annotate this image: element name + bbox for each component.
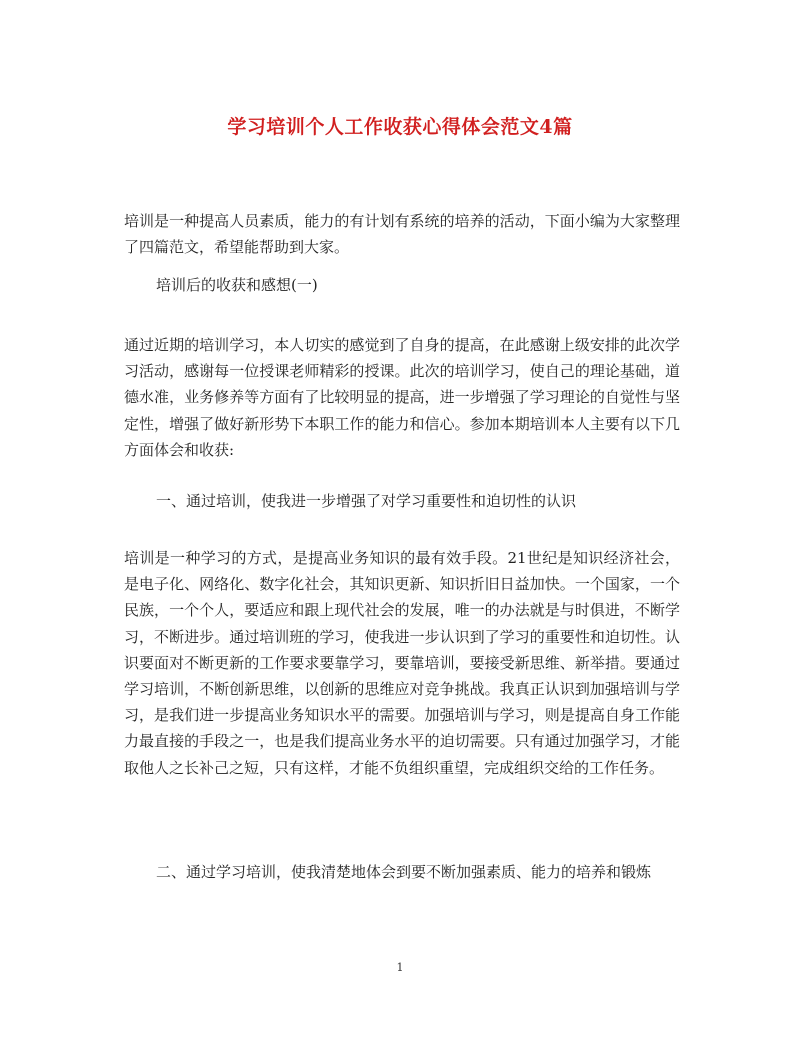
page-number: 1: [396, 961, 404, 974]
section-heading: 培训后的收获和感想(一): [156, 276, 318, 294]
body-paragraph-2: 培训是一种学习的方式，是提高业务知识的最有效手段。21世纪是知识经济社会，是电子化、网络化、数字化社会，其知识更新、知识折旧日益加快。一个国家，一个民族，一个个人，要适应和跟上现代社会的发展，唯一的办法就是与时俱进，不断学习，不断进步。通过培训班的学习，使我进一步认识到了学习的重要性和迫切性。认识要面对不断更新的工作要求要靠学习，要靠培训，要接受新思维、新举措。要通过学习培训，不断创新思维，以创新的思维应对竞争挑战。我真正认识到加强培训与学习，是我们进一步提高业务知识水平的需要。加强培训与学习，则是提高自身工作能力最直接的手段之一，也是我们提高业务水平的迫切需要。只有通过加强学习，才能取他人之长补己之短，只有这样，才能不负组织重望，完成组织交给的工作任务。: [124, 549, 680, 777]
body-paragraph-1: 通过近期的培训学习，本人切实的感觉到了自身的提高，在此感谢上级安排的此次学习活动，感谢每一位授课老师精彩的授课。此次的培训学习，使自己的理论基础，道德水准，业务修养等方面有了比较明显的提高，进一步增强了学习理论的自觉性与坚定性，增强了做好新形势下本职工作的能力和信心。参加本期培训本人主要有以下几方面体会和收获:: [124, 336, 680, 459]
document-title: 学习培训个人工作收获心得体会范文4篇: [227, 116, 573, 138]
intro-paragraph: 培训是一种提高人员素质，能力的有计划有系统的培养的活动，下面小编为大家整理了四篇范文，希望能帮助到大家。: [124, 212, 680, 257]
point-heading-1: 一、通过培训，使我进一步增强了对学习重要性和迫切性的认识: [156, 492, 577, 510]
point-heading-2: 二、通过学习培训，使我清楚地体会到要不断加强素质、能力的培养和锻炼: [156, 863, 652, 881]
